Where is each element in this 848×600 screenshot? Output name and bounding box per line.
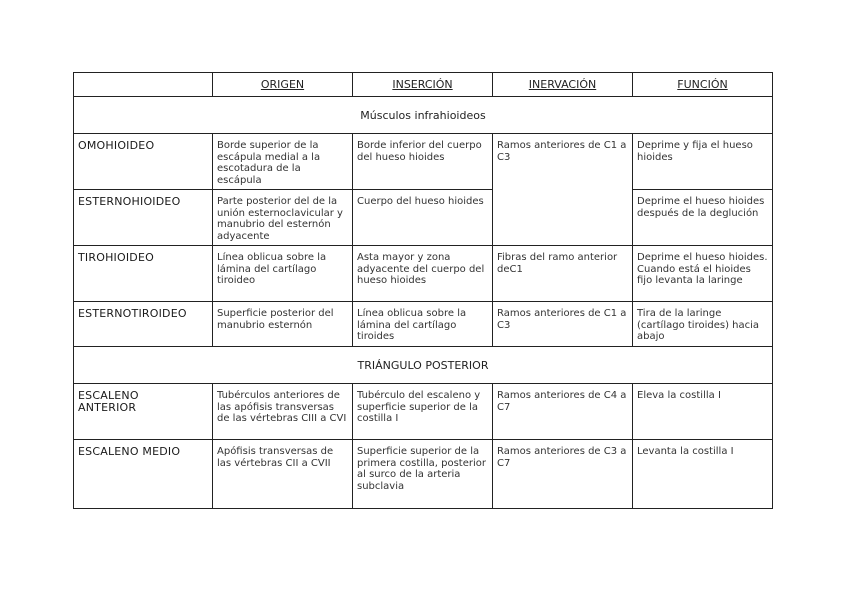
funcion-cell: Deprime el hueso hioides. Cuando está el hioides fijo levanta la laringe: [633, 246, 773, 302]
header-origen: ORIGEN: [213, 73, 353, 97]
muscle-name: OMOHIOIDEO: [74, 134, 213, 190]
header-insercion: INSERCIÓN: [353, 73, 493, 97]
funcion-cell: Deprime y fija el hueso hioides: [633, 134, 773, 190]
funcion-cell: Levanta la costilla I: [633, 440, 773, 509]
origen-cell: Apófisis transversas de las vértebras CII a CVII: [213, 440, 353, 509]
section-title: TRIÁNGULO POSTERIOR: [74, 347, 773, 384]
section-row-triangulo-posterior: [74, 347, 773, 384]
origen-cell: Borde superior de la escápula medial a la escotadura de la escápula: [213, 134, 353, 190]
insercion-cell: Línea oblicua sobre la lámina del cartílago tiroides: [353, 302, 493, 347]
origen-cell: Línea oblicua sobre la lámina del cartílago tiroideo: [213, 246, 353, 302]
section-title: Músculos infrahioideos: [74, 97, 773, 134]
origen-cell: Tubérculos anteriores de las apófisis transversas de las vértebras CIII a CVI: [213, 384, 353, 440]
funcion-cell: Deprime el hueso hioides después de la deglución: [633, 190, 773, 246]
table-row: [74, 440, 773, 509]
funcion-cell: Eleva la costilla I: [633, 384, 773, 440]
inervacion-cell: Fibras del ramo anterior deC1: [493, 246, 633, 302]
insercion-cell: Borde inferior del cuerpo del hueso hioides: [353, 134, 493, 190]
table-row: [74, 384, 773, 440]
muscle-name: ESCALENO MEDIO: [74, 440, 213, 509]
funcion-cell: Tira de la laringe (cartílago tiroides) hacia abajo: [633, 302, 773, 347]
inervacion-cell: Ramos anteriores de C4 a C7: [493, 384, 633, 440]
origen-cell: Superficie posterior del manubrio esternón: [213, 302, 353, 347]
inervacion-cell: Ramos anteriores de C3 a C7: [493, 440, 633, 509]
muscles-table: [73, 72, 773, 509]
inervacion-cell: Ramos anteriores de C1 a C3: [493, 134, 633, 246]
muscle-name: ESTERNOHIOIDEO: [74, 190, 213, 246]
insercion-cell: Cuerpo del hueso hioides: [353, 190, 493, 246]
header-inervacion: INERVACIÓN: [493, 73, 633, 97]
insercion-cell: Asta mayor y zona adyacente del cuerpo del hueso hioides: [353, 246, 493, 302]
muscle-name: ESCALENO ANTERIOR: [74, 384, 213, 440]
muscle-name: TIROHIOIDEO: [74, 246, 213, 302]
header-empty: [74, 73, 213, 97]
inervacion-cell: Ramos anteriores de C1 a C3: [493, 302, 633, 347]
table-row: [74, 246, 773, 302]
header-funcion: FUNCIÓN: [633, 73, 773, 97]
insercion-cell: Superficie superior de la primera costilla, posterior al surco de la arteria subclavia: [353, 440, 493, 509]
section-row-infrahioideos: [74, 97, 773, 134]
insercion-cell: Tubérculo del escaleno y superficie superior de la costilla I: [353, 384, 493, 440]
origen-cell: Parte posterior del de la unión esternoclavicular y manubrio del esternón adyacente: [213, 190, 353, 246]
header-row: [74, 73, 773, 97]
muscle-name: ESTERNOTIROIDEO: [74, 302, 213, 347]
table-row: [74, 134, 773, 190]
table-row: [74, 190, 773, 246]
table-row: [74, 302, 773, 347]
